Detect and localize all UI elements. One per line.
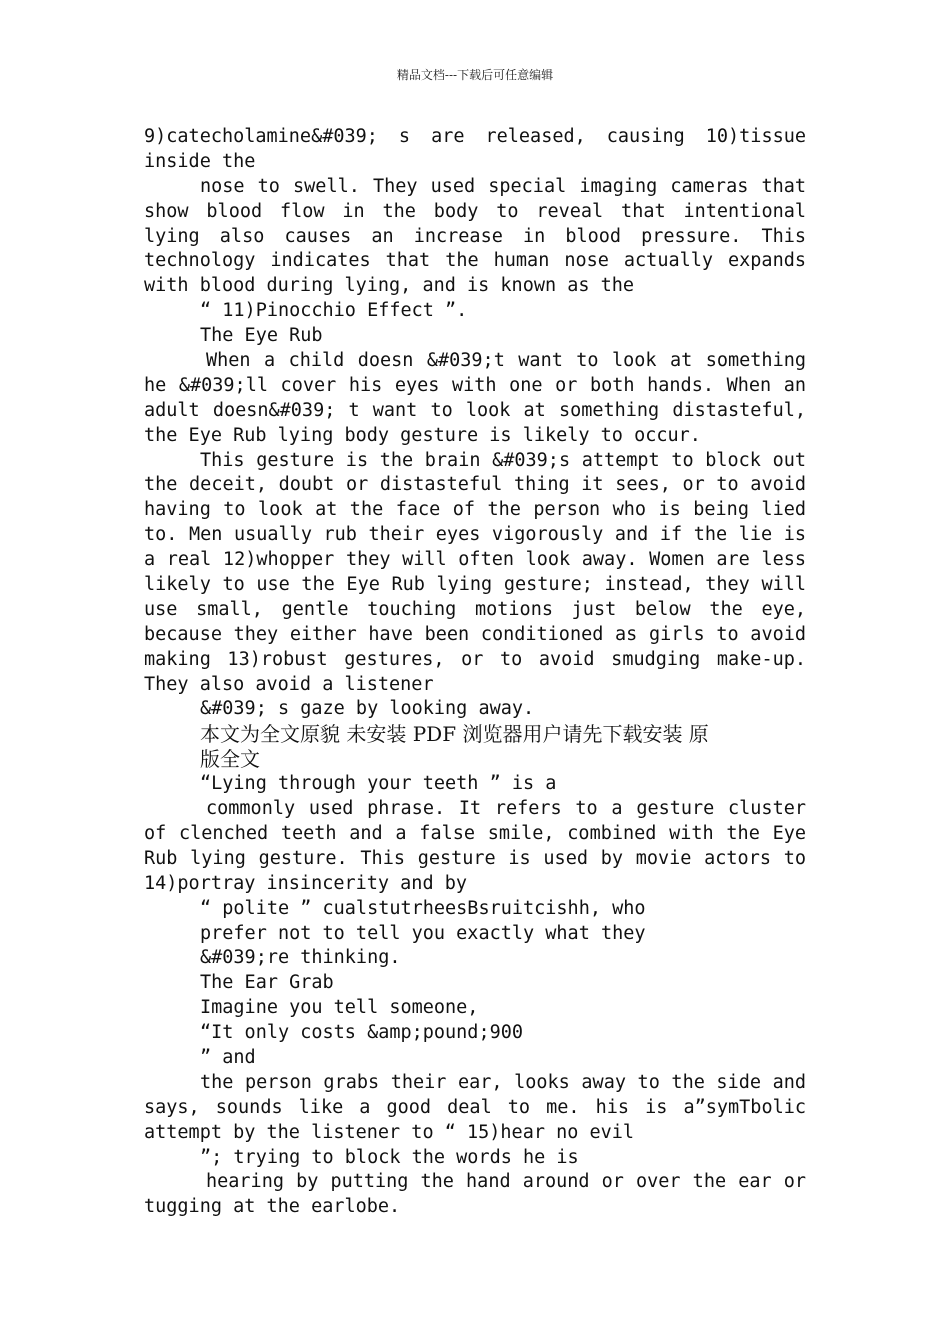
text-line: ”; trying to block the words he is (200, 1146, 579, 1168)
text-line: Imagine you tell someone, (200, 997, 479, 1019)
text-line: Rub lying gesture. This gesture is used by movie actors to (144, 847, 806, 869)
section-heading: The Ear Grab (200, 972, 334, 994)
text-line: use small, gentle touching motions just below the eye, (144, 598, 806, 620)
text-line: he &#039;ll cover his eyes with one or both hands. When an (144, 374, 806, 396)
text-line: nose to swell. They used special imaging cameras that (200, 175, 806, 197)
text-line: the person grabs their ear, looks away to the side and (200, 1071, 806, 1093)
text-line: “It only costs &amp;pound;900 (200, 1022, 524, 1044)
text-line: of clenched teeth and a false smile, combined with the Eye (144, 822, 806, 844)
text-line: attempt by the listener to “ 15)hear no evil (144, 1121, 635, 1143)
text-line: having to look at the face of the person who is being lied (144, 499, 806, 521)
text-line: says, sounds like a good deal to me. his is a”symTbolic (144, 1096, 806, 1118)
text-line: hearing by putting the hand around or over the ear or (206, 1171, 806, 1193)
text-line: because they either have been conditioned as girls to avoid (144, 623, 806, 645)
text-line: to. Men usually rub their eyes vigorously and if the lie is (144, 524, 806, 546)
text-line: inside the (144, 150, 256, 172)
text-line: show blood flow in the body to reveal that intentional (144, 200, 806, 222)
text-line: 本文为全文原貌 未安装 PDF 浏览器用户请先下载安装 原 (200, 722, 709, 747)
text-line: ” and (200, 1046, 256, 1068)
text-line: When a child doesn &#039;t want to look at something (206, 350, 806, 372)
section-heading: The Eye Rub (200, 325, 323, 347)
page-header: 精品文档---下载后可任意编辑 (396, 68, 554, 82)
text-line: commonly used phrase. It refers to a gesture cluster (206, 798, 806, 820)
text-line: 版全文 (200, 747, 260, 772)
text-line: &#039;re thinking. (200, 947, 401, 969)
text-line: the deceit, doubt or distasteful thing it sees, or to avoid (144, 474, 806, 496)
text-line: tugging at the earlobe. (144, 1196, 401, 1218)
text-line: This gesture is the brain &#039;s attempt to block out (200, 449, 806, 471)
text-line: making 13)robust gestures, or to avoid smudging make-up. (144, 648, 806, 670)
text-line: “Lying through your teeth ” is a (200, 773, 557, 795)
text-line: technology indicates that the human nose actually expands (144, 250, 806, 272)
text-line: They also avoid a listener (144, 673, 434, 695)
text-line: “ polite ” cualstutrheesBsruitcishh, who (200, 897, 646, 919)
text-line: “ 11)Pinocchio Effect ”. (200, 300, 468, 322)
text-line: adult doesn&#039; t want to look at something distasteful, (144, 399, 806, 421)
text-line: with blood during lying, and is known as the (144, 275, 635, 297)
text-line: a real 12)whopper they will often look away. Women are less (144, 549, 806, 571)
document-body (144, 125, 806, 1220)
text-line: prefer not to tell you exactly what they (200, 922, 646, 944)
text-line: the Eye Rub lying body gesture is likely to occur. (144, 424, 701, 446)
text-line: lying also causes an increase in blood pressure. This (144, 225, 806, 247)
text-line: 9)catecholamine&#039; s are released, causing 10)tissue (144, 126, 806, 147)
text-line: &#039; s gaze by looking away. (200, 698, 535, 720)
text-line: likely to use the Eye Rub lying gesture; instead, they will (144, 574, 806, 596)
text-line: 14)portray insincerity and by (144, 872, 468, 894)
